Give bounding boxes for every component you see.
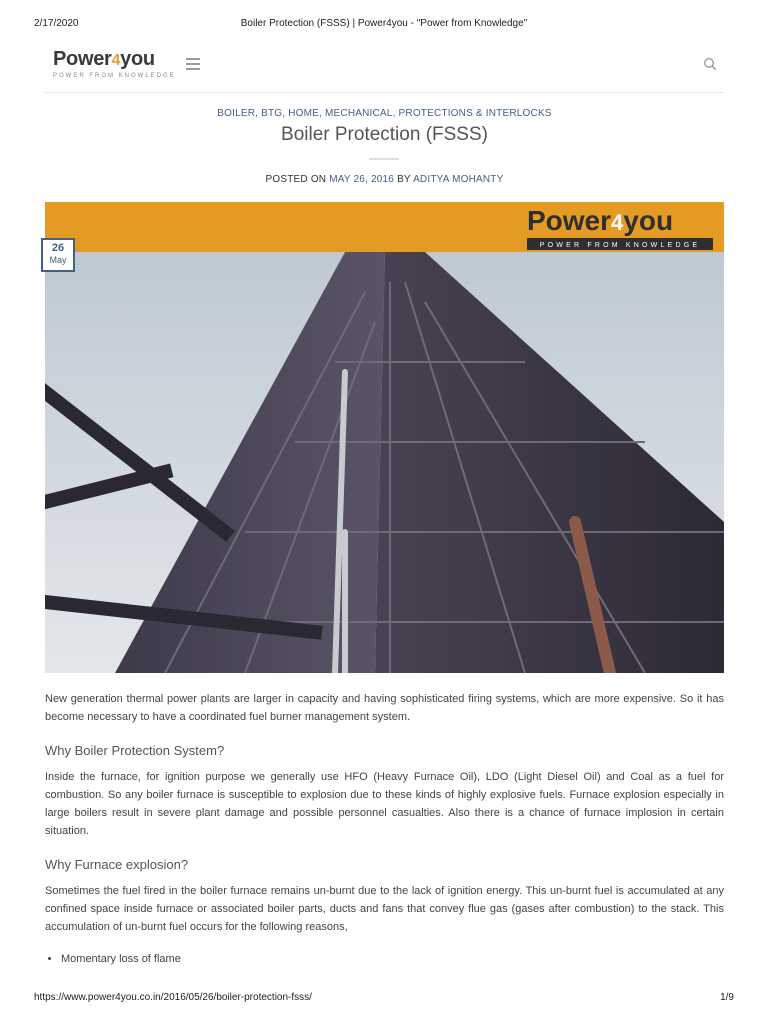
print-url: https://www.power4you.co.in/2016/05/26/boiler-protection-fsss/ (34, 992, 312, 1003)
site-header (45, 40, 724, 93)
hero-logo-word-power: Power (527, 205, 612, 236)
logo-tagline: POWER FROM KNOWLEDGE (53, 73, 176, 79)
date-badge (41, 238, 75, 272)
intro-paragraph: New generation thermal power plants are larger in capacity and having sophisticated firing systems, which are more expensive. So it has become necessary to have a coordinated fuel burner management system. (45, 693, 724, 723)
print-date: 2/17/2020 (34, 18, 79, 29)
post-meta (45, 174, 724, 185)
badge-day: 26 (51, 242, 65, 254)
heading-why-protection: Why Boiler Protection System? (45, 743, 225, 758)
hero-logo-tagline: POWER FROM KNOWLEDGE (539, 242, 701, 249)
print-page-number: 1/9 (720, 992, 734, 1003)
print-page-title: Boiler Protection (FSSS) | Power4you - "Power from Knowledge" (240, 18, 528, 29)
paragraph-why-explosion: Sometimes the fuel fired in the boiler furnace remains un-burnt due to the lack of ignition energy. This un-burnt fuel is accumulated at any confined space inside furnace or associated boiler parts, ducts and fans that convey flue gas (gases after combustion) to the stack. This accumulation of un-burnt fuel occurs for the following reasons, (45, 885, 724, 933)
paragraph-why-protection: Inside the furnace, for ignition purpose we generally use HFO (Heavy Furnace Oil), LDO (Light Diesel Oil) and Coal as a fuel for combustion. So any boiler furnace is susceptible to explosion due to these kinds of highly explosive fuels. Furnace explosion especially in large boilers result in severe plant damage and possible personnel casualties. Also there is a chance of furnace implosion in certain situation. (45, 771, 724, 837)
logo-word-you: you (120, 48, 155, 70)
post-content (45, 690, 724, 968)
search-icon[interactable] (703, 57, 717, 71)
heading-why-explosion: Why Furnace explosion? (45, 857, 189, 872)
print-footer (0, 992, 768, 1006)
site-logo[interactable] (53, 48, 176, 84)
posted-on-label: POSTED ON (265, 174, 327, 185)
featured-image (45, 202, 724, 673)
author-link[interactable]: ADITYA MOHANTY (413, 174, 504, 185)
logo-four: 4 (111, 52, 121, 69)
post-date-link[interactable]: MAY 26, 2016 (329, 174, 395, 185)
post-categories[interactable]: BOILER, BTG, HOME, MECHANICAL, PROTECTIONS & INTERLOCKS (217, 108, 552, 119)
title-divider (369, 158, 399, 160)
print-header (0, 18, 768, 32)
by-label: BY (397, 174, 411, 185)
reasons-list (45, 950, 724, 968)
list-item: • Momentary loss of flame (61, 950, 724, 968)
hero-logo-word-you: you (623, 205, 674, 236)
page-title: Boiler Protection (FSSS) (281, 124, 488, 145)
badge-month: May (49, 255, 67, 265)
hero-logo-four: 4 (611, 210, 624, 235)
svg-text:Power4you (527, 205, 673, 236)
logo-word-power: Power (53, 48, 112, 70)
hamburger-icon[interactable] (186, 58, 200, 70)
